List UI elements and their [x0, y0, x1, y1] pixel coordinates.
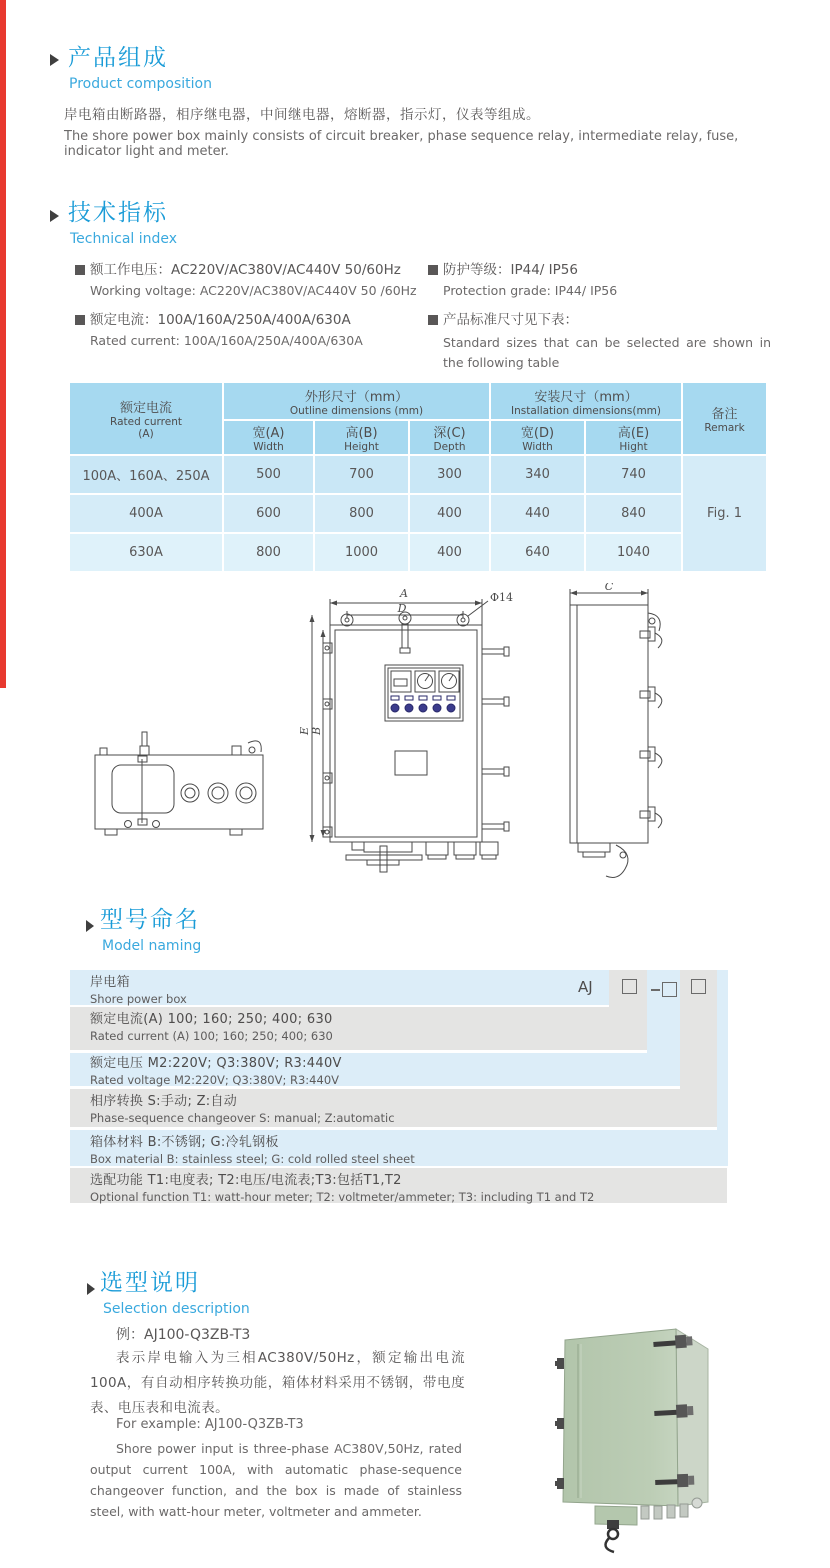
bottom-view-top-fittings: [100, 732, 261, 755]
dim-label-d: D: [397, 602, 407, 615]
code-dash: [651, 989, 660, 991]
dim-label-a: A: [400, 587, 408, 600]
col-rated-current-header: 额定电流 Rated current (A): [70, 383, 222, 454]
spec-protection-cn: 防护等级：IP44/ IP56: [428, 258, 578, 278]
selection-title-en: Selection description: [103, 1301, 250, 1317]
spec-working-voltage-en: Working voltage: AC220V/AC380V/AC440V 50 /60Hz: [90, 283, 417, 298]
spec-rated-current-cn: 额定电流：100A/160A/250A/400A/630A: [75, 308, 351, 328]
code-box-1: [622, 979, 637, 994]
spec-standard-size-cn: 产品标准尺寸见下表：: [428, 308, 578, 328]
selection-paragraph-cn: 表示岸电输入为三相AC380V/50Hz，额定输出电流100A，有自动相序转换功能，箱体材料采用不锈钢，带电度表、电压表和电流表。: [90, 1350, 465, 1416]
model-code-prefix: AJ: [578, 978, 593, 996]
gland-holes: [181, 783, 256, 803]
outline-drawing: [80, 583, 770, 888]
code-box-3: [691, 979, 706, 994]
subcol-width-a: 宽(A) Width: [224, 421, 313, 454]
selection-title-cn: 选型说明: [100, 1270, 200, 1296]
section-arrow-icon: [50, 210, 59, 222]
selection-example-en: For example: AJ100-Q3ZB-T3: [116, 1417, 304, 1432]
hinge-icons: [323, 643, 332, 837]
model-naming-diagram: [70, 968, 760, 1205]
dim-label-b: B: [310, 726, 323, 736]
group-outline-header: 外形尺寸（mm） Outline dimensions (mm): [224, 383, 489, 419]
cell-current: 400A: [70, 495, 222, 532]
code-box-2: [651, 979, 677, 998]
table-row: 100A、160A、250A 500 700 300 340 740 Fig. 1: [70, 456, 766, 493]
group-install-header: 安装尺寸（mm） Installation dimensions(mm): [491, 383, 681, 419]
cell-current: 630A: [70, 534, 222, 571]
selection-paragraph-en: Shore power input is three-phase AC380V,50Hz, rated output current 100A, with automatic phase-sequence changeover function, and the box is made of stainless steel, with watt-hour meter, voltmeter and ammeter.: [90, 1441, 462, 1519]
subcol-width-d: 宽(D) Width: [491, 421, 584, 454]
section-arrow-icon: [50, 54, 59, 66]
subcol-hight-e: 高(E) Hight: [586, 421, 681, 454]
left-accent-bar: [0, 0, 6, 688]
naming-row-product: 岸电箱 Shore power box: [70, 970, 609, 1005]
dim-label-e: E: [298, 726, 311, 736]
dim-label-c: C: [604, 583, 614, 593]
square-bullet-icon: [75, 265, 85, 275]
composition-body-cn: 岸电箱由断路器，相序继电器，中间继电器，熔断器，指示灯，仪表等组成。: [64, 107, 540, 123]
square-bullet-icon: [75, 315, 85, 325]
section-arrow-icon: [86, 920, 94, 932]
dim-label-hole: Φ14: [490, 591, 514, 604]
section-arrow-icon: [87, 1283, 95, 1295]
latch-icons: [482, 647, 509, 831]
naming-title-cn: 型号命名: [100, 907, 200, 933]
table-row: 630A 800 1000 400 640 1040: [70, 534, 766, 571]
dimensions-table: [68, 381, 768, 573]
composition-body-en: The shore power box mainly consists of circuit breaker, phase sequence relay, intermediate relay, fuse, indicator light and meter.: [64, 129, 739, 159]
meter-panel: [385, 665, 463, 721]
spec-rated-current-en: Rated current: 100A/160A/250A/400A/630A: [90, 333, 363, 348]
naming-row-rated-current: 额定电流(A) 100; 160; 250; 400; 630 Rated current (A) 100; 160; 250; 400; 630: [70, 1007, 647, 1050]
front-bottom-fittings: [346, 842, 498, 872]
naming-row-optional-function: 选配功能 T1:电度表; T2:电压/电流表;T3:包括T1,T2 Optional function T1: watt-hour meter; T2: voltmeter/ammeter; T3: including T1 and T2: [70, 1168, 727, 1203]
product-photo: [545, 1300, 817, 1568]
square-bullet-icon: [428, 315, 438, 325]
spec-working-voltage-cn: 额工作电压：AC220V/AC380V/AC440V 50/60Hz: [75, 258, 401, 278]
col-remark-header: 备注 Remark: [683, 383, 766, 454]
composition-title-en: Product composition: [69, 76, 212, 92]
side-latch-icons: [640, 613, 662, 828]
naming-row-box-material: 箱体材料 B:不锈钢; G:冷轧钢板 Box material B: stainless steel; G: cold rolled steel sheet: [70, 1130, 728, 1166]
spec-standard-size-en: Standard sizes that can be selected are shown in the following table: [443, 335, 771, 370]
naming-row-phase-changeover: 相序转换 S:手动; Z:自动 Phase-sequence changeover S: manual; Z:automatic: [70, 1089, 717, 1127]
subcol-height-b: 高(B) Height: [315, 421, 408, 454]
technical-title-en: Technical index: [70, 231, 178, 247]
cell-remark: Fig. 1: [683, 456, 766, 571]
subcol-depth-c: 深(C) Depth: [410, 421, 489, 454]
technical-title-cn: 技术指标: [68, 200, 168, 226]
side-bottom-fittings: [578, 843, 628, 877]
selection-example-cn: 例：AJ100-Q3ZB-T3: [116, 1327, 251, 1343]
table-row: 400A 600 800 400 440 840: [70, 495, 766, 532]
cell-current: 100A、160A、250A: [70, 456, 222, 493]
spec-protection-en: Protection grade: IP44/ IP56: [443, 283, 618, 298]
naming-title-en: Model naming: [102, 938, 202, 954]
composition-title-cn: 产品组成: [68, 45, 168, 71]
square-bullet-icon: [428, 265, 438, 275]
hinge-icons: [555, 1358, 564, 1489]
naming-row-rated-voltage: 额定电压 M2:220V; Q3:380V; R3:440V Rated voltage M2:220V; Q3:380V; R3:440V: [70, 1053, 680, 1086]
